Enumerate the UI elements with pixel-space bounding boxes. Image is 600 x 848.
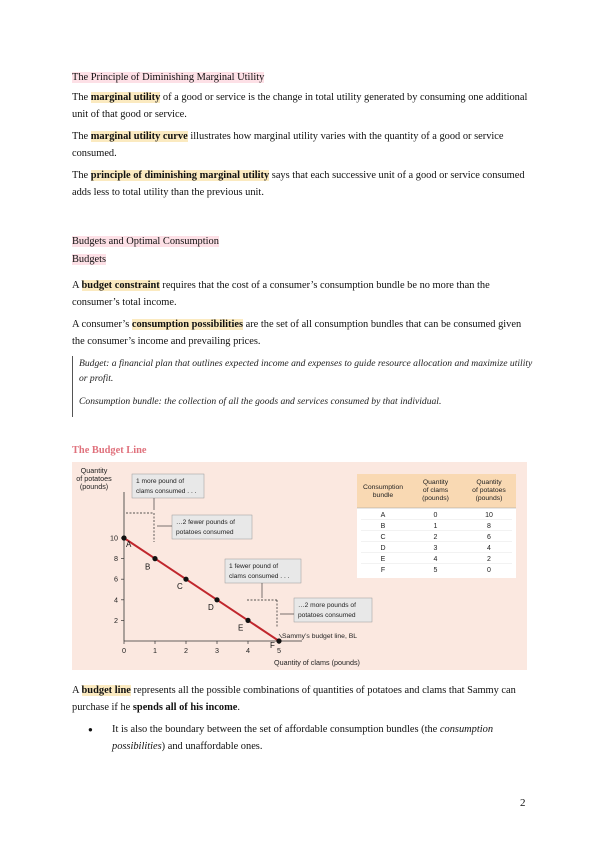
point-b xyxy=(152,556,157,561)
point-label-c: C xyxy=(177,582,183,592)
y-tick-label: 4 xyxy=(114,595,118,605)
x-tick-label: 3 xyxy=(215,646,219,655)
paragraph-marginal-utility-curve: The marginal utility curve illustrates how marginal utility varies with the quantity of a good or service consumed. xyxy=(72,131,504,159)
point-f xyxy=(276,638,281,643)
table-header-text: of potatoes xyxy=(472,487,506,494)
paragraph-marginal-utility: The marginal utility of a good or service is the change in total utility generated by consuming one additional unit of that good or service. xyxy=(72,92,528,120)
table-cell: 10 xyxy=(485,512,493,519)
callout-4-line2: potatoes consumed xyxy=(298,612,356,619)
paragraph-budget-constraint: A budget constraint requires that the cost of a consumer’s consumption bundle be no more than the consumer’s total income. xyxy=(72,280,490,308)
table-cell: 6 xyxy=(487,534,491,541)
paragraph-diminishing-marginal-utility: The principle of diminishing marginal utility says that each successive unit of a good or service consumed adds less to total utility than the previous unit. xyxy=(72,170,525,198)
x-tick-label: 4 xyxy=(246,646,250,655)
budget-line-chart xyxy=(72,462,527,670)
table-cell: 8 xyxy=(487,523,491,530)
y-tick-label: 10 xyxy=(110,533,118,543)
quote-consumption-bundle-definition: Consumption bundle: the collection of all the goods and services consumed by that individual. xyxy=(79,396,442,407)
callout-1-line1: 1 more pound of xyxy=(136,478,185,485)
table-header-text: of clams xyxy=(422,487,449,494)
y-tick-label: 2 xyxy=(114,615,118,625)
point-c xyxy=(183,577,188,582)
callout-3-line2: clams consumed . . . xyxy=(229,573,290,580)
figure-title: The Budget Line xyxy=(72,445,147,456)
paragraph-consumption-possibilities: A consumer’s consumption possibilities are the set of all consumption bundles that can be consumed given the consumer’s income and prevailing prices. xyxy=(72,319,522,347)
table-cell: D xyxy=(380,545,386,552)
bullet-marker: ● xyxy=(88,725,93,734)
budget-line-figure xyxy=(72,462,527,670)
x-tick-label: 1 xyxy=(153,646,157,655)
table-cell: 5 xyxy=(433,567,438,574)
section-heading-diminishing-utility: The Principle of Diminishing Marginal Utility xyxy=(72,72,265,83)
point-d xyxy=(214,597,219,602)
table-cell: 3 xyxy=(433,545,438,552)
y-tick-label: 8 xyxy=(114,554,118,564)
table-cell: 4 xyxy=(487,545,491,552)
definitions-blockquote xyxy=(72,356,535,417)
x-tick-label: 5 xyxy=(277,646,281,655)
y-axis-label-line1: Quantity xyxy=(80,466,108,475)
y-axis-label-line3: (pounds) xyxy=(79,482,109,491)
y-axis-label-line2: of potatoes xyxy=(76,474,112,483)
callout-3-line1: 1 fewer pound of xyxy=(229,563,279,570)
table-cell: B xyxy=(380,523,386,530)
table-header-text: Quantity xyxy=(422,479,449,486)
point-label-f: F xyxy=(270,641,275,650)
table-header-text: (pounds) xyxy=(422,495,449,502)
point-label-d: D xyxy=(208,602,214,612)
callout-1-line2: clams consumed . . . xyxy=(136,488,197,495)
table-cell: 2 xyxy=(433,534,438,541)
bullet-text: It is also the boundary between the set of affordable consumption bundles (the consumption possibilities) and unaffordable ones. xyxy=(112,724,494,752)
callout-2-line2: potatoes consumed xyxy=(176,529,234,536)
page-number: 2 xyxy=(520,797,526,809)
table-header-text: (pounds) xyxy=(475,495,503,502)
budget-line-label: Sammy’s budget line, BL xyxy=(282,633,358,640)
table-cell: 4 xyxy=(433,556,438,563)
bundle-table xyxy=(357,474,516,578)
x-tick-label: 0 xyxy=(122,646,126,655)
y-tick-label: 6 xyxy=(114,574,118,584)
table-cell: A xyxy=(380,512,386,519)
callout-4-line1: …2 more pounds of xyxy=(298,602,356,609)
point-label-e: E xyxy=(238,623,244,633)
section-heading-budgets-optimal: Budgets and Optimal Consumption xyxy=(72,236,219,247)
x-tick-label: 2 xyxy=(184,646,188,655)
budget-line xyxy=(124,538,279,641)
callout-2-line1: …2 fewer pounds of xyxy=(176,519,236,526)
table-cell: 2 xyxy=(487,556,491,563)
point-label-b: B xyxy=(145,562,151,572)
table-header-text: Quantity xyxy=(476,479,502,486)
table-cell: 0 xyxy=(487,567,491,574)
table-header-text: bundle xyxy=(372,492,394,499)
table-header-text: Consumption xyxy=(362,484,404,491)
paragraph-budget-line: A budget line represents all the possible combinations of quantities of potatoes and clams that Sammy can purchase if he spends all of his income. xyxy=(72,685,516,713)
x-axis-label: Quantity of clams (pounds) xyxy=(274,658,360,667)
point-e xyxy=(245,618,250,623)
subheading-budgets: Budgets xyxy=(72,254,107,265)
table-cell: C xyxy=(380,534,386,541)
table-cell: F xyxy=(380,567,386,574)
table-cell: 0 xyxy=(433,512,438,519)
table-cell: E xyxy=(380,556,386,563)
point-label-a: A xyxy=(126,540,132,549)
table-cell: 1 xyxy=(433,523,438,530)
quote-budget-definition: Budget: a financial plan that outlines expected income and expenses to guide resource allocation and maximize utility or profit. xyxy=(79,358,533,384)
